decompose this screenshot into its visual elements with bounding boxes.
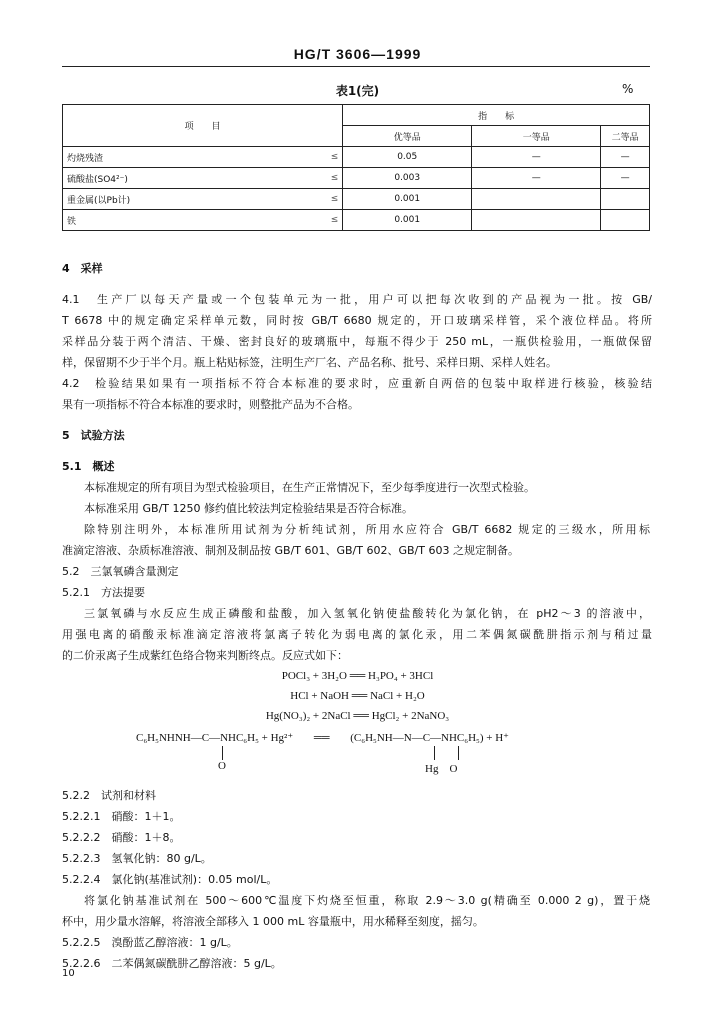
equation-hg-o: Hg O xyxy=(425,763,458,775)
paragraph-line: T 6678 中的规定确定采样单元数，同时按 GB/T 6680 规定的，开口玻璃采样管，采个液位样品。将所 xyxy=(62,314,652,327)
paragraph-line: 果有一项指标不符合本标准的要求时，则整批产品为不合格。 xyxy=(62,398,359,411)
paragraph-line: 的二价汞离子生成紫红色络合物来判断终点。反应式如下： xyxy=(62,649,348,662)
reagent-item: 5.2.2.5 溴酚蓝乙醇溶液：1 g/L。 xyxy=(62,936,238,949)
paragraph-line: 将氯化钠基准试剂在 500～600℃温度下灼烧至恒重，称取 2.9～3.0 g(精确至 0.000 2 g)，置于烧 xyxy=(84,894,650,907)
cell xyxy=(601,210,650,231)
paragraph-line: 样，保留期不少于半个月。瓶上粘贴标签，注明生产厂名、产品名称、批号、采样日期、采样人姓名。 xyxy=(62,356,557,369)
table-caption: 表1(完) xyxy=(335,84,380,98)
cell: — xyxy=(472,168,601,189)
bond-line xyxy=(434,746,435,760)
paragraph-line: 杯中，用少量水溶解，将溶液全部移入 1 000 mL 容量瓶中，用水稀释至刻度，摇匀。 xyxy=(62,915,484,928)
spec-table xyxy=(62,104,650,231)
row-symbol: ≤ xyxy=(312,147,343,168)
header-rule xyxy=(62,66,650,67)
paragraph-line: 准滴定溶液、杂质标准溶液、制剂及制品按 GB/T 601、GB/T 602、GB/T 603 之规定制备。 xyxy=(62,544,519,557)
standard-header: HG/T 3606—1999 xyxy=(293,46,422,62)
paragraph-line: 三氯氧磷与水反应生成正磷酸和盐酸，加入氢氧化钠使盐酸转化为氯化钠，在 pH2～3 的溶液中， xyxy=(84,607,650,620)
row-name: 灼烧残渣 xyxy=(63,147,313,168)
cell: 0.003 xyxy=(343,168,472,189)
paragraph-line: 采样品分装于两个清洁、干燥、密封良好的玻璃瓶中，每瓶不得少于 250 mL，一瓶供检验用，一瓶做保留 xyxy=(62,335,652,348)
equation: Hg(NO₃)₂ + 2NaCl ══ HgCl₂ + 2NaNO₃ xyxy=(265,710,450,722)
paragraph-line: 本标准规定的所有项目为型式检验项目，在生产正常情况下，至少每季度进行一次型式检验。 xyxy=(84,481,535,494)
row-symbol: ≤ xyxy=(312,210,343,231)
reagent-item: 5.2.2.3 氢氧化钠：80 g/L。 xyxy=(62,852,212,865)
col-index-header: 指 标 xyxy=(343,105,650,126)
table-unit: % xyxy=(622,82,634,96)
cell xyxy=(472,189,601,210)
cell xyxy=(472,210,601,231)
table-row xyxy=(63,210,650,231)
page-number: 10 xyxy=(62,968,75,979)
row-symbol: ≤ xyxy=(312,189,343,210)
table-row xyxy=(63,147,650,168)
col-item-header: 项 目 xyxy=(63,105,343,147)
reagent-item: 5.2.2.2 硝酸：1＋8。 xyxy=(62,831,181,844)
equation-left: C₆H₅NHNH—C—NHC₆H₅ + Hg²⁺ xyxy=(136,732,294,744)
cell: 0.001 xyxy=(343,210,472,231)
cell: — xyxy=(601,147,650,168)
cell: 0.05 xyxy=(343,147,472,168)
grade-header: 一等品 xyxy=(472,126,601,147)
subsection-heading: 5.2 三氯氧磷含量测定 xyxy=(62,565,179,578)
reagent-item: 5.2.2.1 硝酸：1＋1。 xyxy=(62,810,181,823)
section-heading: 5 试验方法 xyxy=(62,429,125,442)
paragraph-line: 用强电离的硝酸汞标准滴定溶液将氯离子转化为弱电离的氯化汞，用二苯偶氮碳酰肼指示剂与稍过量 xyxy=(62,628,652,641)
paragraph-line: 本标准采用 GB/T 1250 修约值比较法判定检验结果是否符合标准。 xyxy=(84,502,413,515)
paragraph-line: 除特别注明外，本标准所用试剂为分析纯试剂，所用水应符合 GB/T 6682 规定的三级水，所用标 xyxy=(84,523,650,536)
bond-line xyxy=(222,746,223,760)
row-name: 铁 xyxy=(63,210,313,231)
bond-line xyxy=(458,746,459,760)
subsection-heading: 5.1 概述 xyxy=(62,460,115,473)
subsection-heading: 5.2.2 试剂和材料 xyxy=(62,789,156,802)
cell xyxy=(601,189,650,210)
cell: 0.001 xyxy=(343,189,472,210)
equation-oxygen: O xyxy=(218,760,226,772)
grade-header: 优等品 xyxy=(343,126,472,147)
equation-equals: ══ xyxy=(313,732,330,744)
paragraph-line: 4.1 生产厂以每天产量或一个包装单元为一批，用户可以把每次收到的产品视为一批。按 GB/ xyxy=(62,293,652,306)
cell: — xyxy=(601,168,650,189)
row-name: 重金属(以Pb计) xyxy=(63,189,313,210)
row-symbol: ≤ xyxy=(312,168,343,189)
reagent-item: 5.2.2.4 氯化钠(基准试剂)：0.05 mol/L。 xyxy=(62,873,278,886)
reagent-item: 5.2.2.6 二苯偶氮碳酰肼乙醇溶液：5 g/L。 xyxy=(62,957,282,970)
table-row xyxy=(63,189,650,210)
grade-header: 二等品 xyxy=(601,126,650,147)
equation: POCl₃ + 3H₂O ══ H₃PO₄ + 3HCl xyxy=(281,670,434,682)
cell: — xyxy=(472,147,601,168)
paragraph-line: 4.2 检验结果如果有一项指标不符合本标准的要求时，应重新自两倍的包装中取样进行核验，核验结 xyxy=(62,377,652,390)
row-name: 硫酸盐(SO4²⁻) xyxy=(63,168,313,189)
section-heading: 4 采样 xyxy=(62,262,103,275)
equation-complex xyxy=(136,731,509,744)
table-row xyxy=(63,168,650,189)
subsection-heading: 5.2.1 方法提要 xyxy=(62,586,145,599)
equation-right: (C₆H₅NH—N—C—NHC₆H₅) + H⁺ xyxy=(350,732,509,744)
equation: HCl + NaOH ══ NaCl + H₂O xyxy=(290,690,425,702)
